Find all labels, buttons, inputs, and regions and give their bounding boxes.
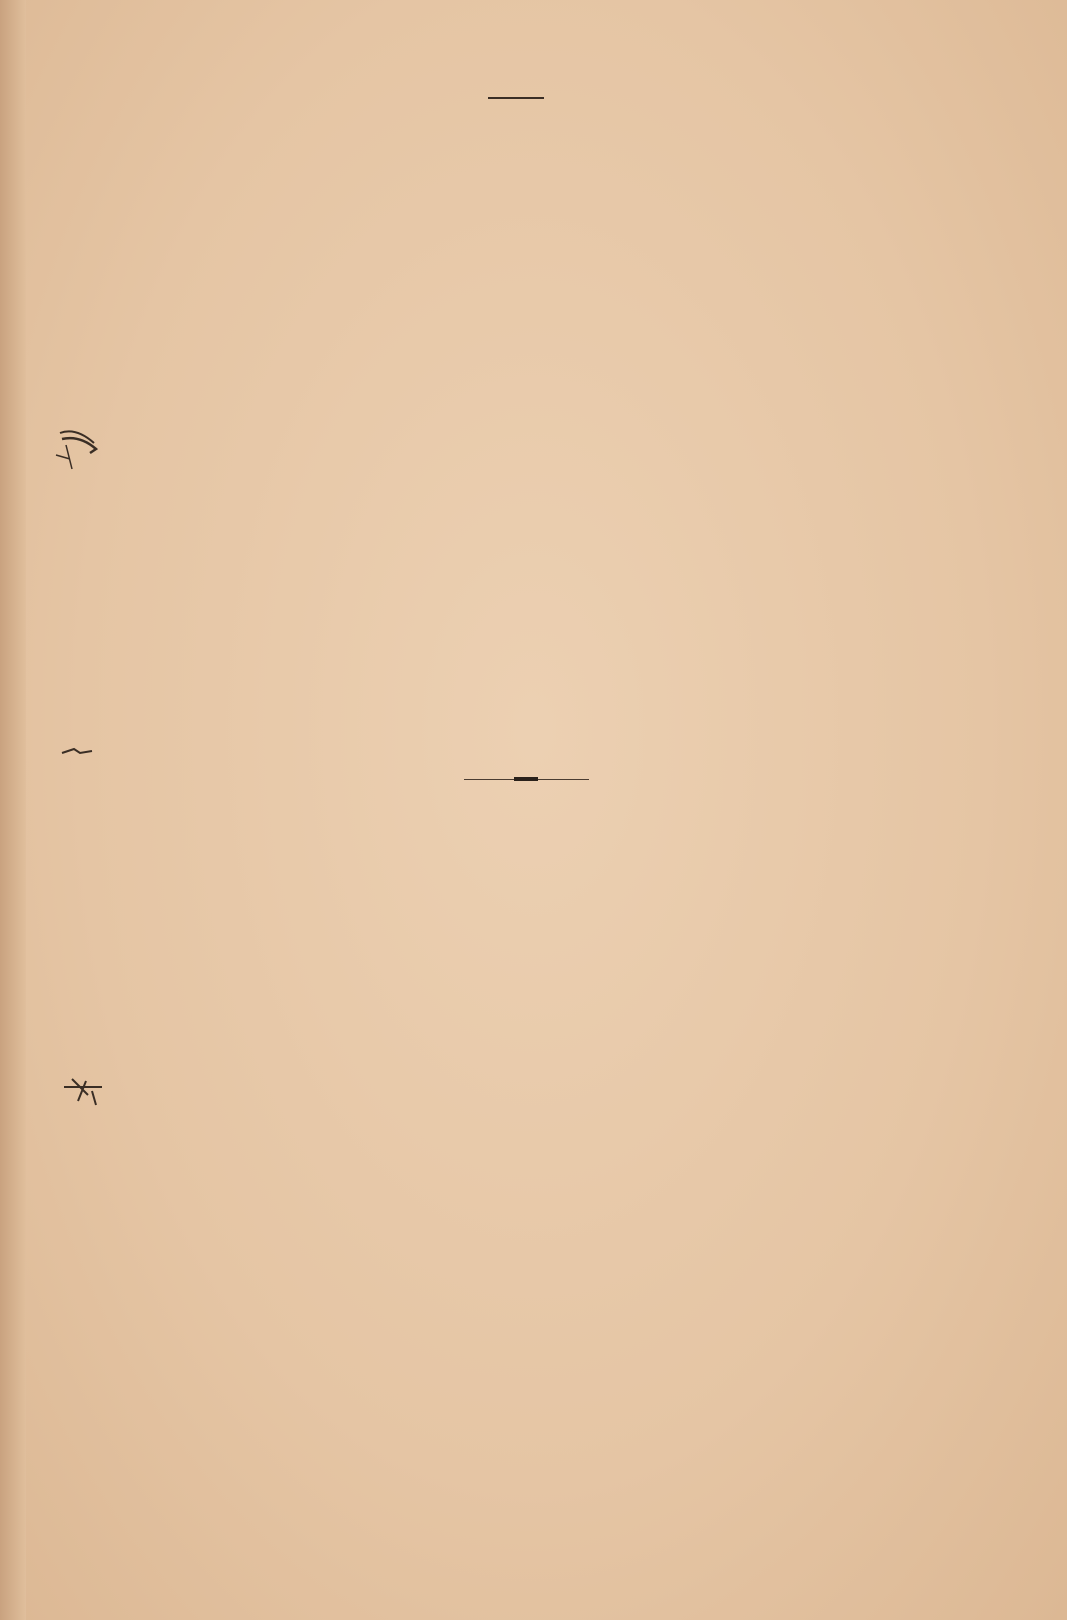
margin-tick-icon [60,743,96,759]
page-number-underline [488,97,544,99]
page-edge-shadow [0,0,26,1620]
margin-star-icon [58,1071,108,1111]
margin-mark-icon [50,425,104,475]
section-divider-ornament [514,777,538,781]
